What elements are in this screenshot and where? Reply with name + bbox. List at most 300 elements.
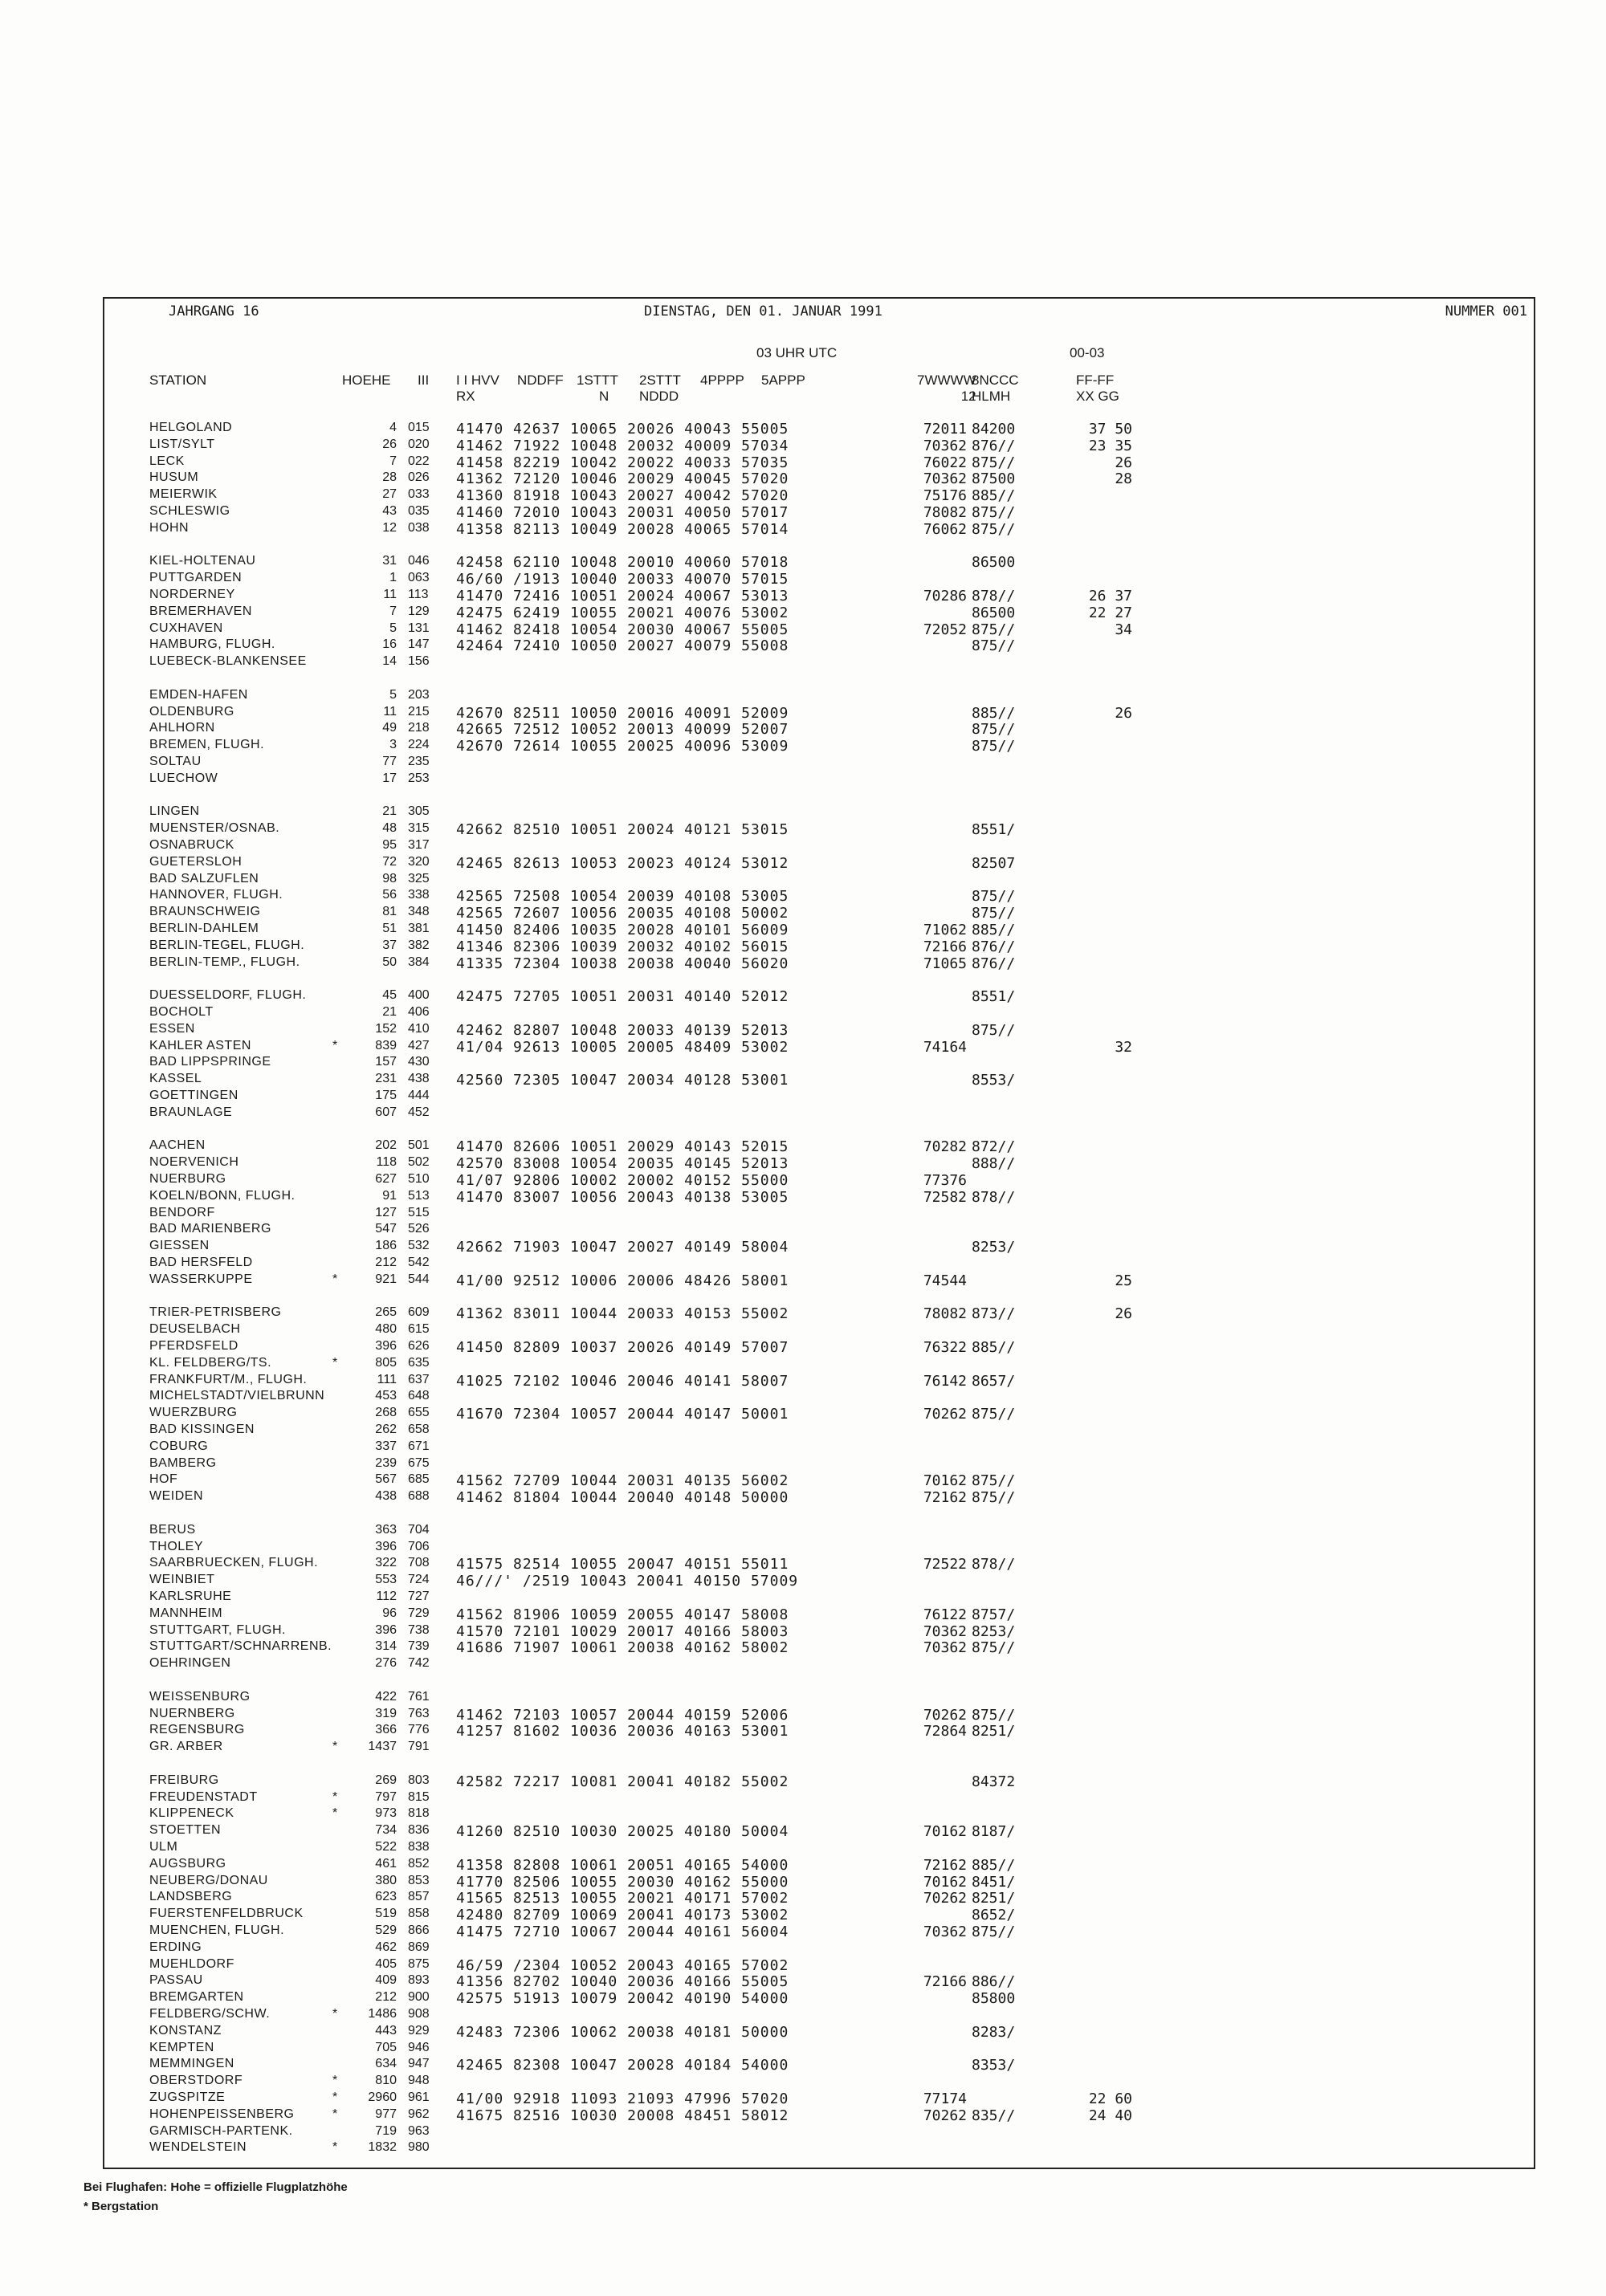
station-height: 3 [389,738,397,751]
station-index: 325 [408,872,430,885]
station-name: LINGEN [149,804,200,818]
station-index: 215 [408,705,430,719]
cloud-group: 875// [972,1406,1016,1423]
station-index: 836 [408,1823,430,1837]
synop-groups: 41356 82702 10040 20036 40166 55005 [456,1973,789,1990]
station-height: 567 [375,1472,397,1486]
station-height: 16 [382,637,397,651]
cloud-group: 885// [972,922,1016,938]
synop-groups: 41562 72709 10044 20031 40135 56002 [456,1472,789,1489]
station-index: 224 [408,738,430,751]
station-height: 977 [375,2107,397,2121]
weather-group: 72162 [923,1857,967,1874]
station-name: PFERDSFELD [149,1339,238,1353]
weather-group: 76322 [923,1339,967,1356]
station-name: BOCHOLT [149,1005,214,1019]
station-index: 626 [408,1339,430,1353]
station-name: HANNOVER, FLUGH. [149,888,283,902]
station-height: 7 [389,454,397,468]
station-index: 129 [408,605,430,618]
station-height: 50 [382,955,397,969]
station-height: 21 [382,804,397,818]
synop-groups: 41358 82113 10049 20028 40065 57014 [456,521,789,538]
cloud-group: 875// [972,637,1016,654]
station-name: BRAUNSCHWEIG [149,905,261,918]
cloud-group: 8251/ [972,1723,1016,1740]
col-station: STATION [149,372,207,388]
cloud-group: 875// [972,888,1016,905]
station-name: BREMEN, FLUGH. [149,738,265,751]
station-name: PUTTGARDEN [149,571,243,584]
station-index: 131 [408,621,430,635]
weather-group: 74544 [923,1272,967,1289]
cloud-group: 84200 [972,421,1016,438]
cloud-group: 8553/ [972,1072,1016,1089]
weather-group: 70162 [923,1472,967,1489]
synop-groups: 41362 83011 10044 20033 40153 55002 [456,1305,789,1322]
cloud-group: 885// [972,1339,1016,1356]
synop-groups: 41360 81918 10043 20027 40042 57020 [456,487,789,504]
synop-groups: 41686 71907 10061 20038 40162 58002 [456,1639,789,1656]
station-height: 322 [375,1556,397,1569]
station-index: 033 [408,487,430,501]
station-name: BERLIN-TEMP., FLUGH. [149,955,300,969]
station-index: 452 [408,1105,430,1119]
station-height: 607 [375,1105,397,1119]
station-index: 658 [408,1423,430,1436]
cloud-group: 872// [972,1138,1016,1155]
station-index: 947 [408,2057,430,2070]
station-height: 480 [375,1322,397,1336]
station-height: 422 [375,1690,397,1704]
mountain-marker: * [332,2090,338,2104]
synop-groups: 41460 72010 10043 20031 40050 57017 [456,504,789,521]
station-name: BAD MARIENBERG [149,1222,271,1236]
station-height: 553 [375,1573,397,1586]
mountain-marker: * [332,2007,338,2021]
synop-groups: 42665 72512 10052 20013 40099 52007 [456,721,789,738]
station-name: FREIBURG [149,1773,219,1787]
station-height: 77 [382,755,397,768]
station-name: SAARBRUECKEN, FLUGH. [149,1556,319,1569]
station-index: 253 [408,771,430,785]
weather-group: 75176 [923,487,967,504]
synop-groups: 46/59 /2304 10052 20043 40165 57002 [456,1957,789,1974]
station-name: MUEHLDORF [149,1957,234,1971]
station-height: 1 [389,571,397,584]
weather-group: 70262 [923,2107,967,2124]
station-name: LECK [149,454,185,468]
station-name: GIESSEN [149,1239,210,1252]
station-height: 634 [375,2057,397,2070]
cloud-group: 86500 [972,554,1016,571]
station-height: 719 [375,2124,397,2138]
cloud-group: 888// [972,1155,1016,1172]
weather-group: 76142 [923,1373,967,1390]
station-name: STUTTGART, FLUGH. [149,1623,286,1637]
station-name: DEUSELBACH [149,1322,241,1336]
station-height: 7 [389,605,397,618]
station-name: FRANKFURT/M., FLUGH. [149,1373,308,1386]
station-height: 453 [375,1389,397,1402]
station-index: 962 [408,2107,430,2121]
report-header-bar [104,299,1534,323]
cloud-group: 876// [972,938,1016,955]
synop-groups: 42565 72607 10056 20035 40108 50002 [456,905,789,922]
station-height: 212 [375,1990,397,2004]
station-index: 510 [408,1172,430,1186]
station-index: 739 [408,1639,430,1653]
weather-group: 70362 [923,1623,967,1640]
cloud-group: 8551/ [972,988,1016,1005]
station-height: 43 [382,504,397,518]
weather-group: 70262 [923,1406,967,1423]
cloud-group: 8251/ [972,1890,1016,1907]
station-height: 49 [382,721,397,735]
station-index: 961 [408,2090,430,2104]
station-name: FELDBERG/SCHW. [149,2007,271,2021]
station-index: 708 [408,1556,430,1569]
mountain-marker: * [332,1356,338,1370]
station-height: 152 [375,1022,397,1036]
station-index: 838 [408,1840,430,1854]
station-name: ULM [149,1840,178,1854]
mountain-marker: * [332,2140,338,2154]
station-name: WASSERKUPPE [149,1272,253,1286]
cloud-group: 878// [972,588,1016,605]
station-height: 734 [375,1823,397,1837]
station-index: 946 [408,2041,430,2054]
station-height: 202 [375,1138,397,1152]
station-height: 112 [376,1590,397,1603]
weather-group: 72522 [923,1556,967,1573]
synop-groups: 41565 82513 10055 20021 40171 57002 [456,1890,789,1907]
synop-groups: 41346 82306 10039 20032 40102 56015 [456,938,789,955]
synop-groups: 42662 82510 10051 20024 40121 53015 [456,821,789,838]
station-index: 857 [408,1890,430,1903]
cloud-group: 875// [972,621,1016,638]
station-height: 5 [389,621,397,635]
station-name: BAD HERSFELD [149,1256,253,1269]
station-height: 26 [382,438,397,451]
station-index: 513 [408,1189,430,1203]
station-index: 893 [408,1973,430,1987]
station-name: BAMBERG [149,1456,217,1470]
station-name: WENDELSTEIN [149,2140,247,2154]
synop-groups: 41450 82809 10037 20026 40149 57007 [456,1339,789,1356]
synop-groups: 42475 72705 10051 20031 40140 52012 [456,988,789,1005]
station-height: 127 [375,1206,397,1219]
synop-groups: 46///' /2519 10043 20041 40150 57009 [456,1573,799,1590]
station-index: 305 [408,804,430,818]
synop-groups: 41562 81906 10059 20055 40147 58008 [456,1606,789,1623]
station-name: WEINBIET [149,1573,215,1586]
weather-group: 70262 [923,1890,967,1907]
station-height: 265 [375,1305,397,1319]
synop-groups: 42560 72305 10047 20034 40128 53001 [456,1072,789,1089]
station-index: 963 [408,2124,430,2138]
station-height: 705 [375,2041,397,2054]
station-index: 015 [408,421,430,434]
station-height: 409 [375,1973,397,1987]
station-height: 462 [375,1940,397,1954]
synop-groups: 42575 51913 10079 20042 40190 54000 [456,1990,789,2007]
cloud-group: 878// [972,1556,1016,1573]
station-index: 526 [408,1222,430,1236]
station-height: 51 [382,922,397,935]
station-name: KIEL-HOLTENAU [149,554,256,568]
synop-groups: 46/60 /1913 10040 20033 40070 57015 [456,571,789,588]
station-name: HOF [149,1472,178,1486]
station-height: 396 [375,1540,397,1553]
station-index: 635 [408,1356,430,1370]
station-index: 776 [408,1723,430,1736]
cloud-group: 875// [972,1022,1016,1039]
synop-groups: 41358 82808 10061 20051 40165 54000 [456,1857,789,1874]
station-height: 522 [375,1840,397,1854]
station-index: 502 [408,1155,430,1169]
synop-groups: 41470 72416 10051 20024 40067 53013 [456,588,789,605]
mountain-marker: * [332,1740,338,1753]
gust-group: 37 50 [1088,421,1132,438]
cloud-group: 875// [972,1639,1016,1656]
station-name: BENDORF [149,1206,215,1219]
station-name: ZUGSPITZE [149,2090,226,2104]
weather-group: 77174 [923,2090,967,2107]
station-name: ERDING [149,1940,202,1954]
station-name: BERUS [149,1523,196,1537]
col-4: 2STTT NDDD [639,372,681,404]
station-height: 529 [375,1924,397,1937]
volume-label: JAHRGANG 16 [169,303,259,320]
station-height: 239 [375,1456,397,1470]
gust-group: 32 [1115,1039,1132,1056]
station-name: FUERSTENFELDBRUCK [149,1907,304,1920]
station-height: 56 [382,888,397,902]
weather-group: 72162 [923,1489,967,1506]
synop-groups: 41025 72102 10046 20046 40141 58007 [456,1373,789,1390]
synop-groups: 42464 72410 10050 20027 40079 55008 [456,637,789,654]
station-name: AHLHORN [149,721,215,735]
station-name: REGENSBURG [149,1723,245,1736]
cloud-group: 876// [972,955,1016,972]
station-name: AUGSBURG [149,1857,226,1871]
station-name: BREMGARTEN [149,1990,244,2004]
station-height: 48 [382,821,397,835]
synop-groups: 42465 82308 10047 20028 40184 54000 [456,2057,789,2074]
weather-group: 70162 [923,1874,967,1891]
weather-group: 74164 [923,1039,967,1056]
station-name: KL. FELDBERG/TS. [149,1356,272,1370]
station-name: BERLIN-TEGEL, FLUGH. [149,938,305,952]
station-index: 406 [408,1005,430,1019]
station-height: 405 [375,1957,397,1971]
station-height: 269 [375,1773,397,1787]
gust-group: 26 [1115,454,1132,471]
station-index: 410 [408,1022,430,1036]
station-index: 147 [408,637,430,651]
station-index: 675 [408,1456,430,1470]
station-name: WUERZBURG [149,1406,238,1419]
mountain-marker: * [332,2074,338,2087]
synop-groups: 41458 82219 10042 20022 40033 57035 [456,454,789,471]
cloud-group: 8253/ [972,1239,1016,1256]
weather-group: 72864 [923,1723,967,1740]
station-index: 320 [408,855,430,869]
cloud-group: 886// [972,1973,1016,1990]
station-name: OEHRINGEN [149,1656,231,1670]
gust-group: 26 37 [1088,588,1132,605]
station-height: 319 [375,1707,397,1720]
weather-group: 70286 [923,588,967,605]
synop-groups: 42582 72217 10081 20041 40182 55002 [456,1773,789,1790]
station-name: GUETERSLOH [149,855,243,869]
cloud-group: 8283/ [972,2024,1016,2041]
station-name: NUERNBERG [149,1707,235,1720]
station-index: 400 [408,988,430,1002]
cloud-group: 84372 [972,1773,1016,1790]
station-name: MEMMINGEN [149,2057,234,2070]
cloud-group: 875// [972,504,1016,521]
weather-group: 72582 [923,1189,967,1206]
synop-groups: 42465 82613 10053 20023 40124 53012 [456,855,789,872]
synop-groups: 42462 82807 10048 20033 40139 52013 [456,1022,789,1039]
synop-groups: 41675 82516 10030 20008 48451 58012 [456,2107,789,2124]
station-index: 858 [408,1907,430,1920]
col-2: NDDFF [517,372,564,388]
station-height: 839 [375,1039,397,1052]
station-height: 921 [375,1272,397,1286]
station-index: 929 [408,2024,430,2037]
station-height: 98 [382,872,397,885]
synop-groups: 41/00 92512 10006 20006 48426 58001 [456,1272,789,1289]
station-height: 396 [375,1623,397,1637]
station-index: 727 [408,1590,430,1603]
station-name: DUESSELDORF, FLUGH. [149,988,307,1002]
station-height: 276 [375,1656,397,1670]
station-name: BAD KISSINGEN [149,1423,255,1436]
station-name: BRAUNLAGE [149,1105,233,1119]
cloud-group: 8757/ [972,1606,1016,1623]
station-height: 111 [377,1373,397,1386]
weather-group: 70362 [923,1924,967,1940]
station-index: 853 [408,1874,430,1887]
col-5: 4PPPP [700,372,744,388]
station-name: OLDENBURG [149,705,234,719]
station-height: 11 [383,588,397,601]
station-name: NEUBERG/DONAU [149,1874,268,1887]
station-name: EMDEN-HAFEN [149,688,248,702]
gust-group: 34 [1115,621,1132,638]
station-index: 063 [408,571,430,584]
station-name: OSNABRUCK [149,838,234,852]
cloud-group: 875// [972,1707,1016,1724]
synop-groups: 41257 81602 10036 20036 40163 53001 [456,1723,789,1740]
station-index: 706 [408,1540,430,1553]
col-3: 1STTT N [577,372,618,404]
station-index: 038 [408,521,430,535]
station-index: 948 [408,2074,430,2087]
station-name: OBERSTDORF [149,2074,243,2087]
station-height: 1832 [368,2140,397,2154]
station-index: 203 [408,688,430,702]
station-height: 12 [382,521,397,535]
station-index: 852 [408,1857,430,1871]
cloud-group: 85800 [972,1990,1016,2007]
station-name: STUTTGART/SCHNARRENB. [149,1639,332,1653]
station-height: 91 [382,1189,397,1203]
weather-group: 71062 [923,922,967,938]
station-height: 186 [375,1239,397,1252]
station-height: 314 [375,1639,397,1653]
station-name: NOERVENICH [149,1155,239,1169]
station-name: HAMBURG, FLUGH. [149,637,275,651]
station-index: 869 [408,1940,430,1954]
station-index: 742 [408,1656,430,1670]
station-index: 438 [408,1072,430,1085]
mountain-marker: * [332,2107,338,2121]
cloud-group: 8652/ [972,1907,1016,1924]
cloud-group: 878// [972,1189,1016,1206]
station-name: KONSTANZ [149,2024,222,2037]
time-group-label: 03 UHR UTC [756,345,838,360]
station-height: 461 [375,1857,397,1871]
station-height: 380 [375,1874,397,1887]
station-name: AACHEN [149,1138,206,1152]
footnote-airport: Bei Flughafen: Hohe = offizielle Flugplatzhöhe [84,2180,348,2194]
cloud-group: 82507 [972,855,1016,872]
station-name: MICHELSTADT/VIELBRUNN [149,1389,325,1402]
station-height: 438 [375,1489,397,1503]
station-index: 803 [408,1773,430,1787]
synop-groups: 41670 72304 10057 20044 40147 50001 [456,1406,789,1423]
station-height: 805 [375,1356,397,1370]
station-index: 382 [408,938,430,952]
station-name: TRIER-PETRISBERG [149,1305,282,1319]
cloud-group: 8253/ [972,1623,1016,1640]
weather-group: 70362 [923,1639,967,1656]
station-name: LUEBECK-BLANKENSEE [149,654,307,668]
synop-groups: 42670 82511 10050 20016 40091 52009 [456,705,789,722]
weather-group: 72166 [923,938,967,955]
station-name: HOHN [149,521,190,535]
station-height: 337 [375,1439,397,1453]
station-name: WEIDEN [149,1489,203,1503]
issue-number: NUMMER 001 [1445,303,1527,320]
station-name: HUSUM [149,470,199,484]
col-hoehe: HOEHE [342,372,391,388]
gust-group: 26 [1115,1305,1132,1322]
station-index: 875 [408,1957,430,1971]
station-height: 2960 [368,2090,397,2104]
station-height: 95 [382,838,397,852]
station-index: 156 [408,654,430,668]
station-index: 113 [408,588,429,601]
cloud-group: 8187/ [972,1823,1016,1840]
synop-groups: 42662 71903 10047 20027 40149 58004 [456,1239,789,1256]
cloud-group: 835// [972,2107,1016,2124]
weather-group: 70362 [923,470,967,487]
synop-groups: 41770 82506 10055 20030 40162 55000 [456,1874,789,1891]
station-index: 615 [408,1322,430,1336]
report-date: DIENSTAG, DEN 01. JANUAR 1991 [644,303,882,320]
weather-group: 71065 [923,955,967,972]
report-frame [103,297,1535,2169]
station-name: NUERBURG [149,1172,226,1186]
station-height: 547 [375,1222,397,1236]
synop-groups: 42670 72614 10055 20025 40096 53009 [456,738,789,755]
synop-groups: 42480 82709 10069 20041 40173 53002 [456,1907,789,1924]
